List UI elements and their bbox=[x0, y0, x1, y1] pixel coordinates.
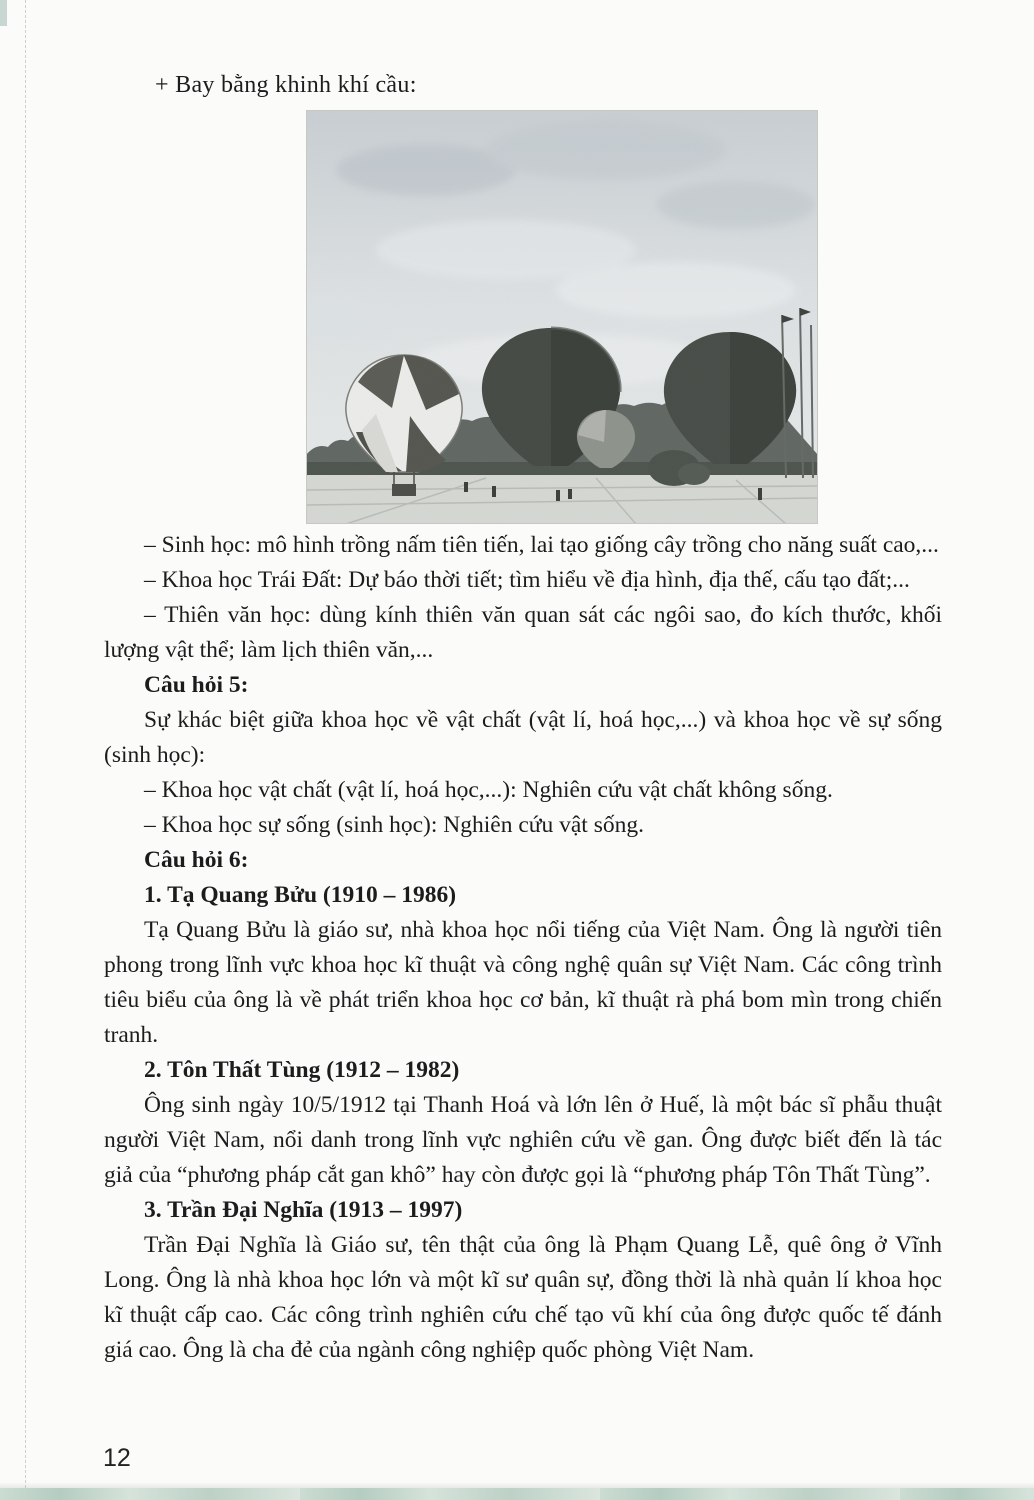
page-body-text bbox=[104, 528, 942, 1368]
balloons-photo-graphic bbox=[306, 110, 818, 524]
paragraph: Sự khác biệt giữa khoa học về vật chất (vật lí, hoá học,...) và khoa học về sự sống (sinh học): bbox=[104, 707, 942, 768]
paragraph: Ông sinh ngày 10/5/1912 tại Thanh Hoá và lớn lên ở Huế, là một bác sĩ phẫu thuật người Việt Nam, nổi danh trong lĩnh vực nghiên cứu về gan. Ông được biết đến là tác giả của “phương pháp cắt gan khô” hay còn được gọi là “phương pháp Tôn Thất Tùng”. bbox=[104, 1092, 942, 1188]
paragraph: Tạ Quang Bửu là giáo sư, nhà khoa học nổi tiếng của Việt Nam. Ông là người tiên phong trong lĩnh vực khoa học kĩ thuật và công nghệ quân sự Việt Nam. Các công trình tiêu biểu của ông là về phát triển khoa học cơ bản, kĩ thuật rà phá bom mìn trong chiến tranh. bbox=[104, 917, 942, 1048]
list-item: – Thiên văn học: dùng kính thiên văn quan sát các ngôi sao, đo kích thước, khối lượng vật thể; làm lịch thiên văn,... bbox=[104, 602, 942, 663]
question-heading: Câu hỏi 5: bbox=[144, 672, 249, 698]
person-heading: 2. Tôn Thất Tùng (1912 – 1982) bbox=[144, 1057, 460, 1083]
list-item: – Khoa học Trái Đất: Dự báo thời tiết; tìm hiểu về địa hình, địa thế, cấu tạo đất;... bbox=[144, 567, 910, 593]
hot-air-balloons-photo bbox=[306, 110, 818, 524]
question-heading: Câu hỏi 6: bbox=[144, 847, 249, 873]
list-item: – Khoa học sự sống (sinh học): Nghiên cứu vật sống. bbox=[144, 812, 644, 838]
list-item: – Khoa học vật chất (vật lí, hoá học,...): Nghiên cứu vật chất không sống. bbox=[144, 777, 833, 803]
scan-bottom-strip bbox=[0, 1488, 1034, 1500]
list-item: – Sinh học: mô hình trồng nấm tiên tiến, lai tạo giống cây trồng cho năng suất cao,... bbox=[144, 532, 939, 558]
scan-edge-mark bbox=[0, 0, 7, 26]
scan-binding-line bbox=[25, 0, 26, 1488]
person-heading: 1. Tạ Quang Bửu (1910 – 1986) bbox=[144, 882, 457, 908]
section-header: + Bay bằng khinh khí cầu: bbox=[155, 72, 417, 98]
paragraph: Trần Đại Nghĩa là Giáo sư, tên thật của ông là Phạm Quang Lễ, quê ông ở Vĩnh Long. Ông là nhà khoa học lớn và một kĩ sư quân sự, đồng thời là nhà quản lí khoa học kĩ thuật cấp cao. Các công trình nghiên cứu chế tạo vũ khí của ông được quốc tế đánh giá cao. Ông là cha đẻ của ngành công nghiệp quốc phòng Việt Nam. bbox=[104, 1232, 942, 1363]
page-number: 12 bbox=[103, 1444, 131, 1472]
person-heading: 3. Trần Đại Nghĩa (1913 – 1997) bbox=[144, 1197, 463, 1223]
